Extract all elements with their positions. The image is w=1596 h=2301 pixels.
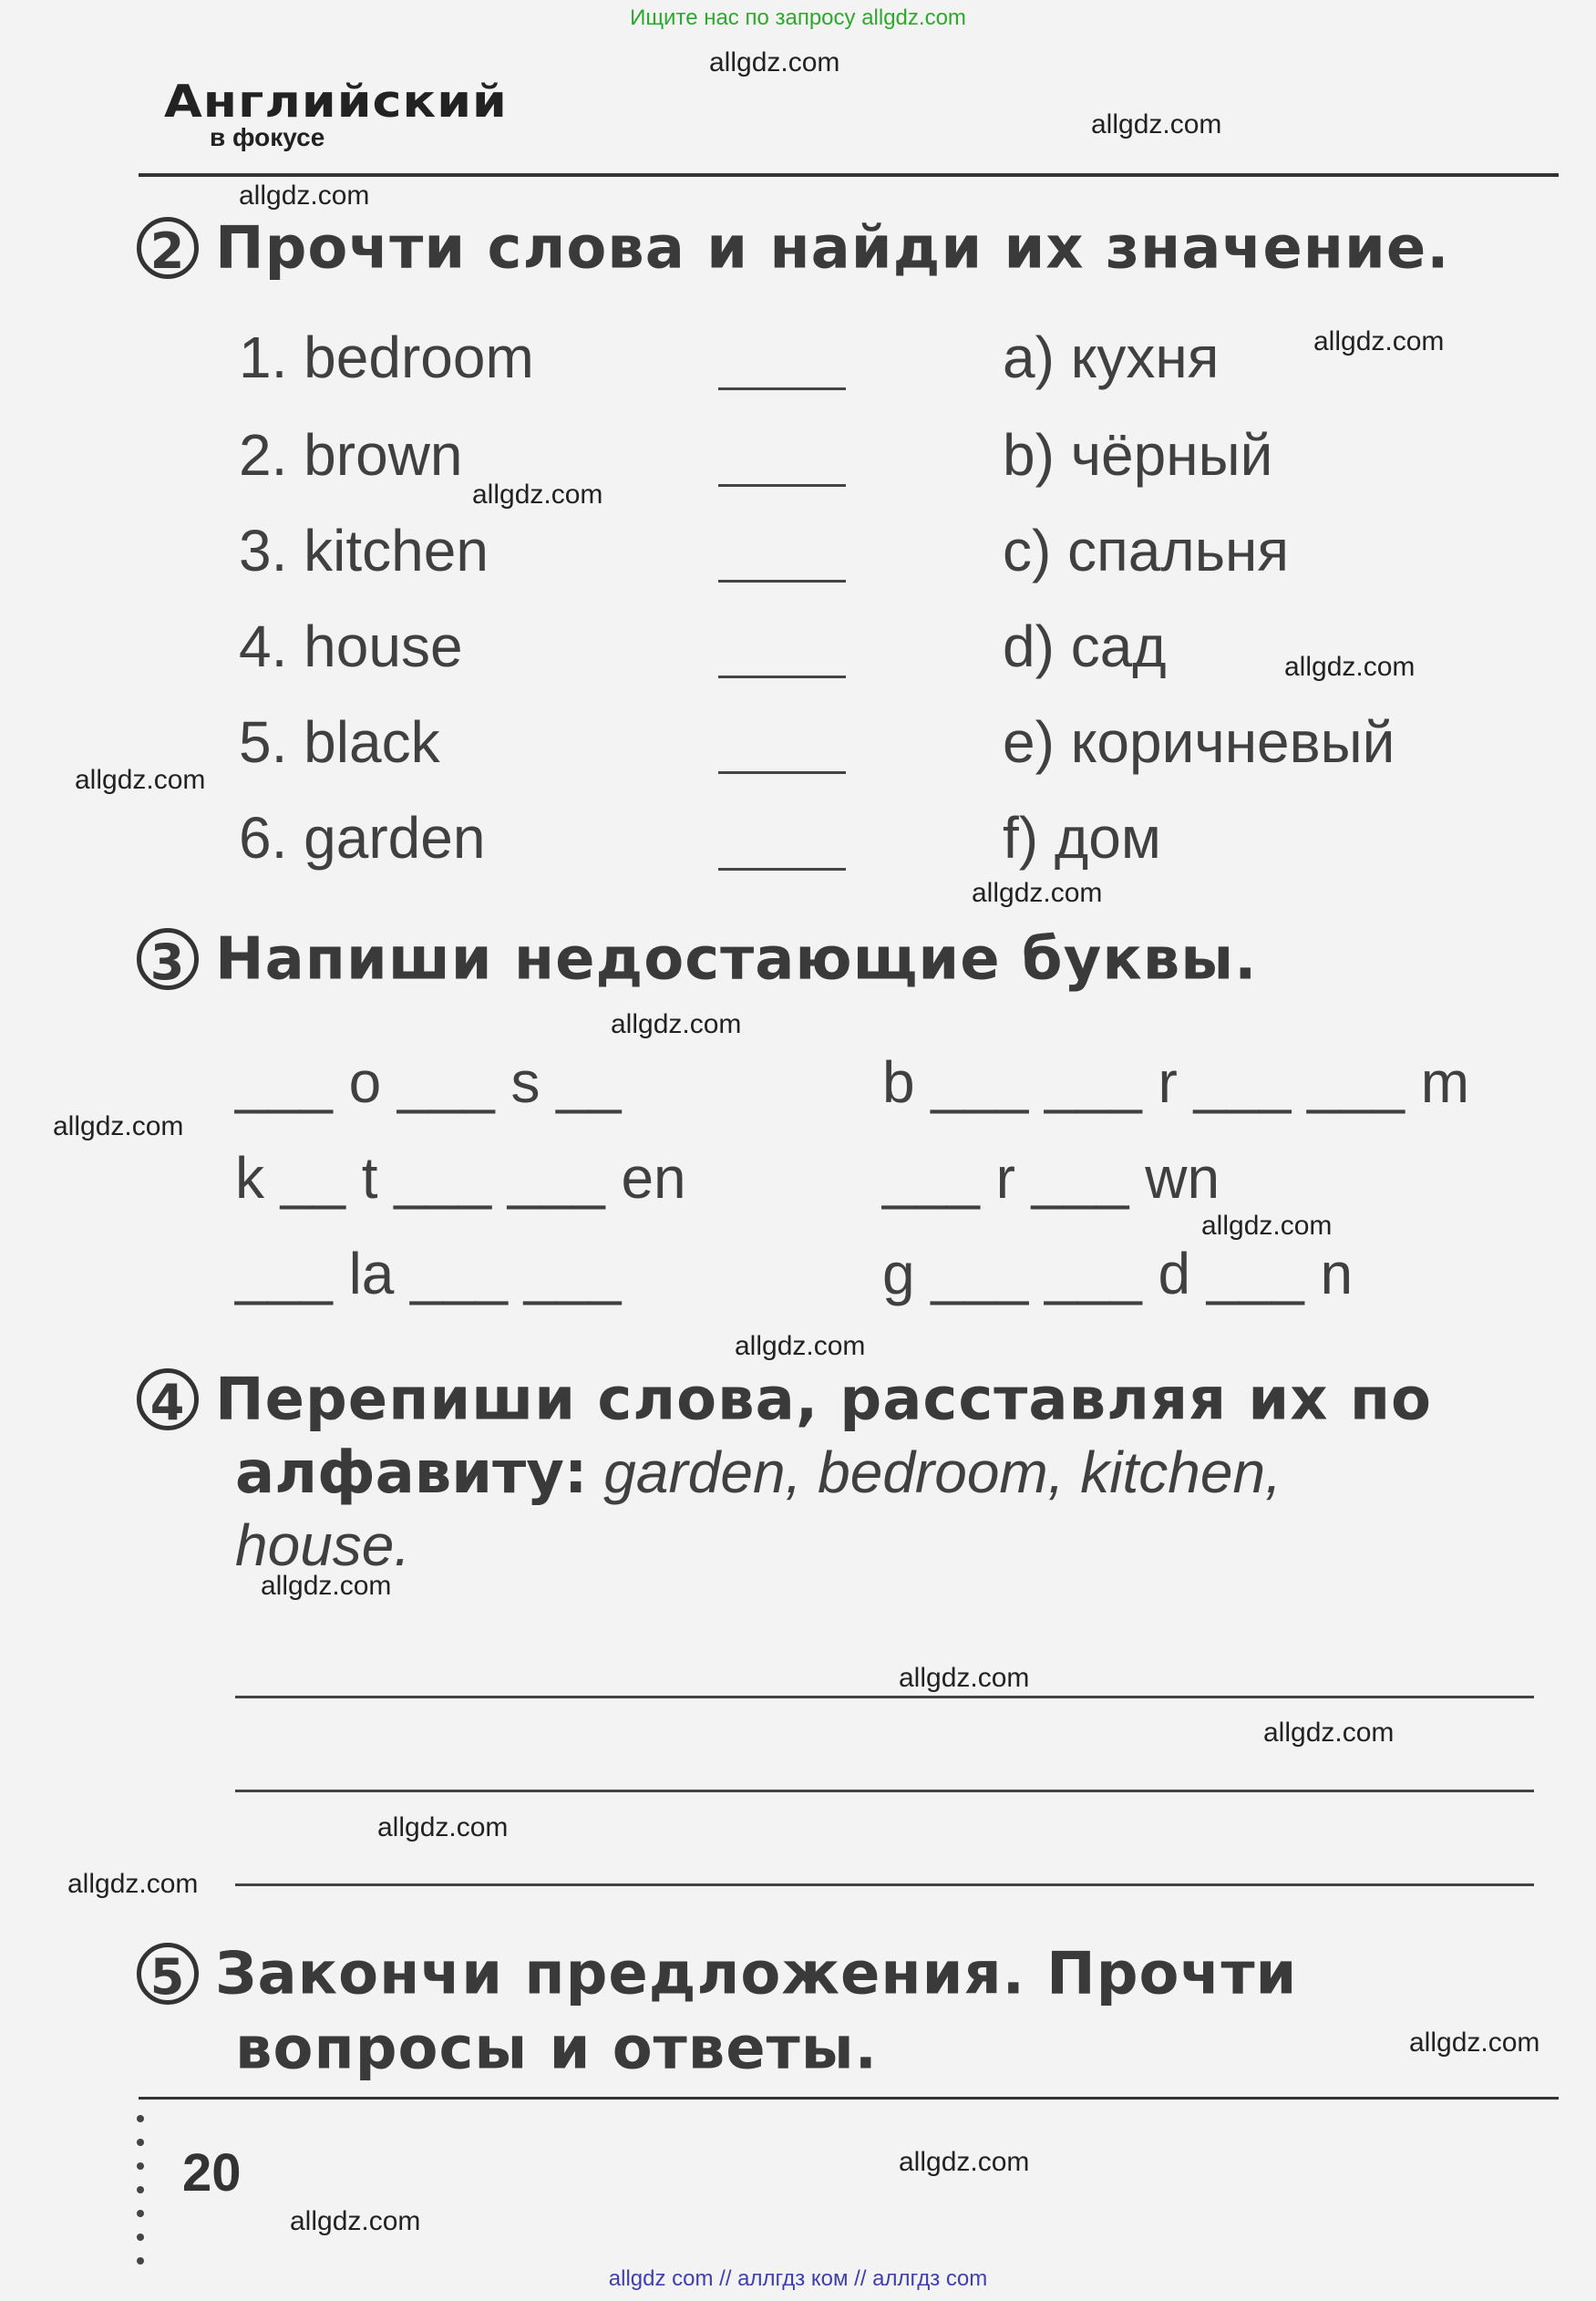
watermark: allgdz.com [472,480,603,510]
header-rule [139,173,1559,177]
word-2: 2. brown [239,422,463,488]
book-logo [164,73,508,152]
task5-number: 5 [137,1943,199,2005]
meaning-a: a) кухня [1003,325,1220,390]
footer-rule [139,2097,1559,2100]
task2-title [137,212,1450,282]
word-5: 5. black [239,709,440,775]
top-banner[interactable]: Ищите нас по запросу allgdz.com [630,5,966,30]
task4-word-house: house. [235,1512,411,1578]
writing-line-2[interactable] [235,1790,1534,1792]
bottom-banner[interactable]: allgdz com // аллгдз ком // аллгдз com [608,2266,988,2291]
task5-title-line1 [137,1937,1297,2007]
task2-number: 2 [137,217,199,279]
watermark: allgdz.com [899,1663,1030,1693]
task4-number: 4 [137,1368,199,1430]
watermark: allgdz.com [377,1812,509,1842]
word-4: 4. house [239,614,463,679]
watermark: allgdz.com [1409,2028,1540,2058]
footer-dot [137,2115,144,2122]
task2-title-text: Прочти слова и найди их значение. [215,214,1450,283]
footer-dot [137,2139,144,2146]
watermark: allgdz.com [53,1111,184,1141]
missing-letters-brown[interactable]: ___ r ___ wn [882,1145,1220,1211]
footer-dot [137,2257,144,2265]
task4-title-text: Перепиши слова, расставляя их по [215,1366,1432,1434]
missing-letters-garden[interactable]: g ___ ___ d ___ n [882,1241,1354,1306]
watermark: allgdz.com [735,1331,866,1361]
missing-letters-bedroom[interactable]: b ___ ___ r ___ ___ m [882,1049,1470,1115]
meaning-e: e) коричневый [1003,709,1395,775]
watermark: allgdz.com [239,181,370,211]
task3-number: 3 [137,928,199,990]
missing-letters-black[interactable]: ___ la ___ ___ [235,1241,622,1306]
watermark: allgdz.com [67,1869,199,1899]
watermark: allgdz.com [75,765,206,795]
watermark: allgdz.com [1284,652,1416,682]
answer-blank-2[interactable] [718,484,846,487]
task4-title-rest: алфавиту: [235,1439,588,1507]
watermark: allgdz.com [261,1571,392,1601]
task3-title-text: Напиши недостающие буквы. [215,925,1258,994]
word-3: 3. kitchen [239,518,489,583]
task4-words-line1 [235,1439,1282,1507]
missing-letters-house[interactable]: ___ o ___ s __ [235,1049,622,1115]
word-1: 1. bedroom [239,325,534,390]
logo-title: Английский [164,76,508,128]
task5-title-text-2: вопросы и ответы. [235,2015,878,2083]
task5-title-line2 [235,2012,878,2082]
answer-blank-1[interactable] [718,387,846,390]
footer-dot [137,2186,144,2193]
meaning-b: b) чёрный [1003,422,1273,488]
task3-title [137,923,1257,993]
word-6: 6. garden [239,805,486,871]
footer-dot [137,2162,144,2170]
answer-blank-6[interactable] [718,868,846,871]
answer-blank-3[interactable] [718,580,846,583]
answer-blank-4[interactable] [718,676,846,678]
task5-title-text: Закончи предложения. Прочти [215,1940,1298,2008]
task4-title [137,1363,1432,1433]
footer-dot [137,2234,144,2241]
footer-dots [137,2115,144,2281]
watermark: allgdz.com [1201,1211,1333,1241]
writing-line-3[interactable] [235,1883,1534,1886]
task4-words-line2 [235,1512,410,1579]
meaning-c: c) спальня [1003,518,1290,583]
watermark: allgdz.com [611,1009,742,1039]
watermark: allgdz.com [290,2206,421,2236]
meaning-d: d) сад [1003,614,1167,679]
watermark: allgdz.com [972,878,1103,908]
task4-words: garden, bedroom, kitchen, [603,1439,1282,1505]
watermark: allgdz.com [1091,109,1222,139]
watermark: allgdz.com [899,2147,1030,2177]
watermark: allgdz.com [1263,1718,1395,1748]
meaning-f: f) дом [1003,805,1161,871]
writing-line-1[interactable] [235,1696,1534,1698]
page-number: 20 [182,2143,242,2203]
logo-subtitle: в фокусе [210,123,325,151]
answer-blank-5[interactable] [718,771,846,774]
missing-letters-kitchen[interactable]: k __ t ___ ___ en [235,1145,686,1211]
watermark: allgdz.com [709,47,840,77]
footer-dot [137,2210,144,2217]
watermark: allgdz.com [1313,326,1445,356]
